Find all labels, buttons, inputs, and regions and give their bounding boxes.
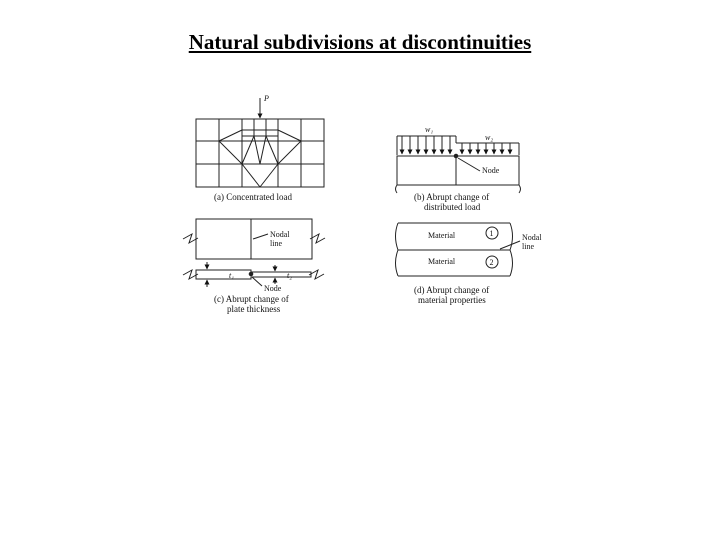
load-arrows-w2 [462,143,510,154]
material-2-id: 2 [489,258,494,267]
caption-material-properties-2: material properties [418,295,486,305]
caption-material-properties-1: (d) Abrupt change of [414,285,490,295]
node-label-b: Node [482,166,500,175]
plate-section [196,270,311,279]
panel-concentrated-load [196,98,324,187]
w1-label: w₁ [425,125,434,134]
t1-label: t₁ [229,271,235,280]
material-2-label: Material [428,257,456,266]
refined-mesh [219,119,301,187]
nodal-line-label-c-1: Nodal [270,230,290,239]
material-1-id: 1 [489,229,494,238]
material-1-label: Material [428,231,456,240]
nodal-line-label-d-1: Nodal [522,233,542,242]
load-arrows-w1 [402,136,450,154]
nodal-line-label-c-2: line [270,239,282,248]
caption-distributed-load-1: (b) Abrupt change of [414,192,490,202]
beam [397,156,519,185]
caption-concentrated-load: (a) Concentrated load [214,192,292,202]
mesh-grid [196,119,324,187]
w2-label: w₂ [485,133,494,142]
load-label: P [264,94,269,103]
nodal-line-label-d-2: line [522,242,534,251]
caption-plate-thickness-1: (c) Abrupt change of [214,294,289,304]
panel-material-properties [396,223,521,276]
mesh-outline [196,119,324,187]
panel-distributed-load [396,136,521,193]
panel-plate-thickness [183,219,325,287]
node-label-c: Node [264,284,282,293]
caption-plate-thickness-2: plate thickness [227,304,281,314]
slide-title: Natural subdivisions at discontinuities [188,30,532,54]
t2-label: t₂ [287,271,293,280]
caption-distributed-load-2: distributed load [424,202,481,212]
